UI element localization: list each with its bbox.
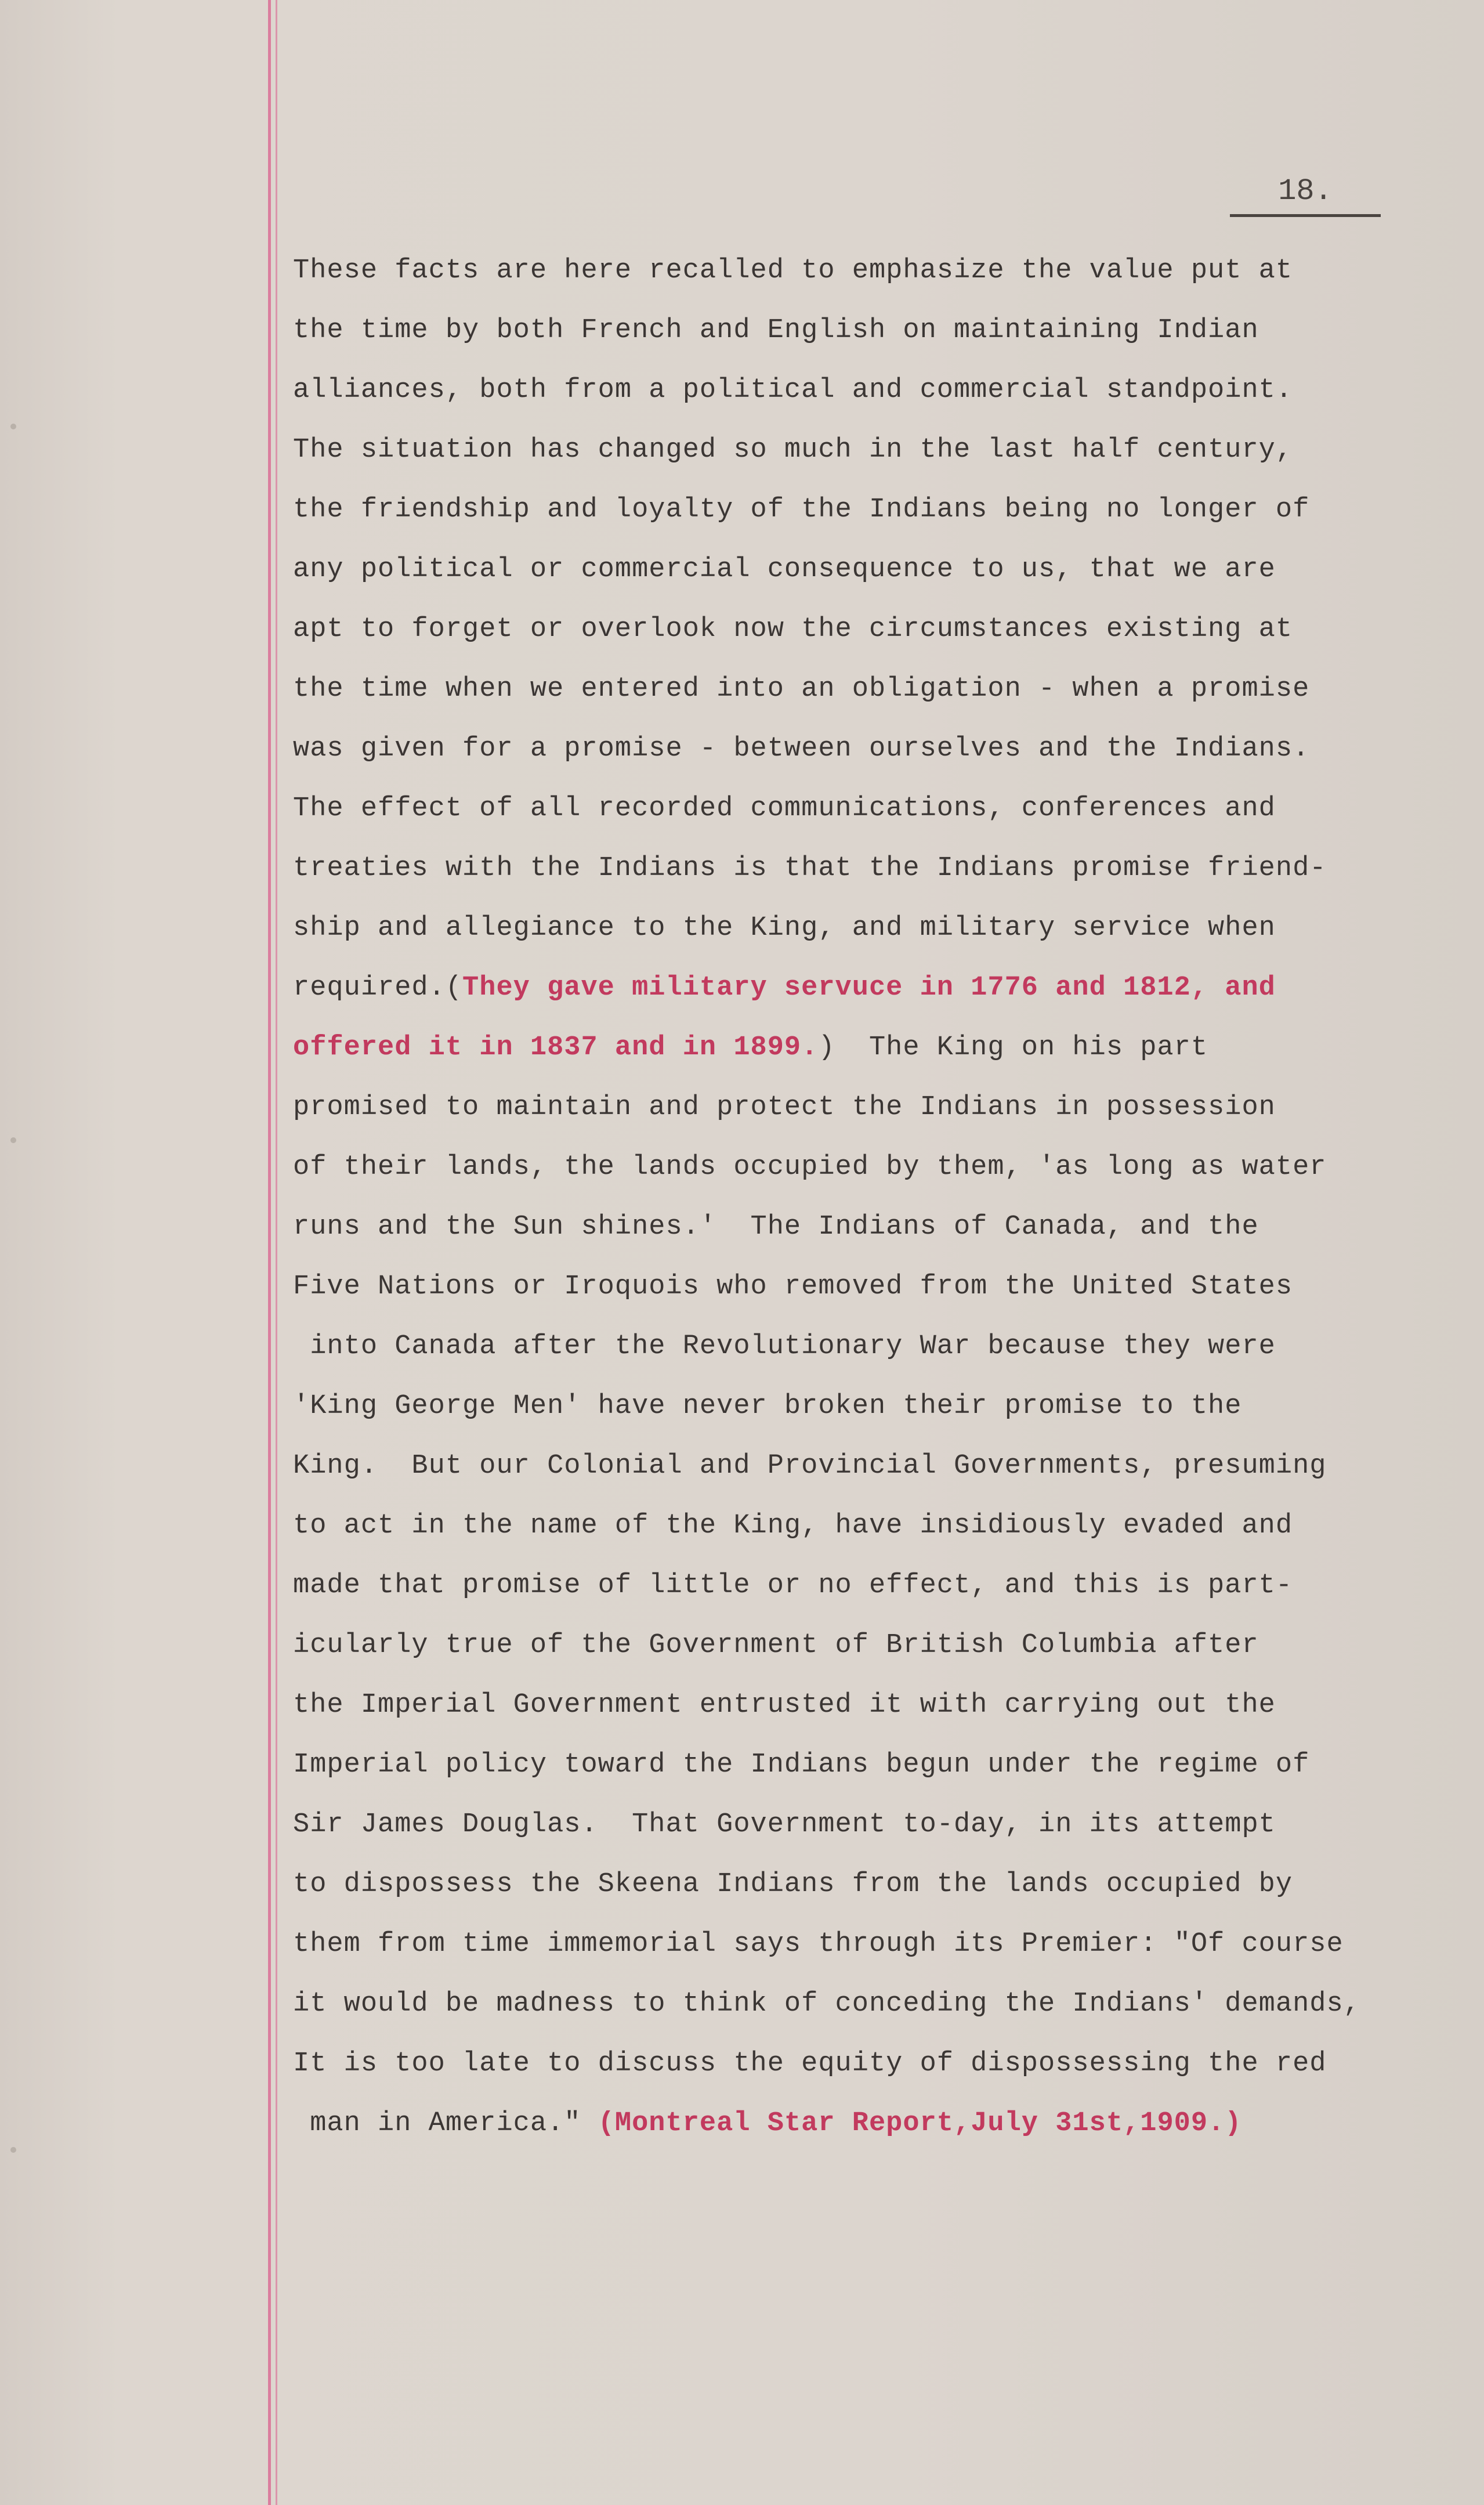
binding-hole <box>10 424 16 429</box>
text-segment: man in America." <box>293 2108 598 2139</box>
text-line <box>293 779 1407 838</box>
text-line <box>293 1317 1407 1376</box>
text-line <box>293 2094 1407 2153</box>
text-line <box>293 1018 1407 1078</box>
binding-hole <box>10 2147 16 2153</box>
text-segment: required.( <box>293 973 463 1003</box>
text-segment: of their lands, the lands occupied by them, 'as long as water <box>293 1152 1327 1183</box>
text-line <box>293 241 1407 301</box>
text-segment: the Imperial Government entrusted it with carrying out the <box>293 1690 1276 1720</box>
typed-body-text <box>293 241 1407 2153</box>
text-line <box>293 540 1407 599</box>
text-segment: ship and allegiance to the King, and military service when <box>293 913 1276 944</box>
text-segment: Sir James Douglas. That Government to-day, in its attempt <box>293 1809 1276 1840</box>
text-line <box>293 1078 1407 1137</box>
text-segment: It is too late to discuss the equity of dispossessing the red <box>293 2048 1327 2079</box>
text-segment: was given for a promise - between ourselves and the Indians. <box>293 733 1310 764</box>
text-line <box>293 360 1407 420</box>
text-segment: Five Nations or Iroquois who removed from the United States <box>293 1271 1293 1302</box>
text-segment: icularly true of the Government of British Columbia after <box>293 1630 1259 1661</box>
text-segment: alliances, both from a political and commercial standpoint. <box>293 375 1293 406</box>
text-line <box>293 1855 1407 1914</box>
text-segment: the time by both French and English on maintaining Indian <box>293 315 1259 346</box>
margin-rule <box>268 0 271 2505</box>
text-line <box>293 1197 1407 1257</box>
text-segment: the time when we entered into an obligation - when a promise <box>293 674 1310 704</box>
text-segment: The effect of all recorded communications, conferences and <box>293 793 1276 824</box>
text-line <box>293 1556 1407 1615</box>
text-line <box>293 1615 1407 1675</box>
red-annotation: (Montreal Star Report,July 31st,1909.) <box>598 2108 1242 2139</box>
text-segment: apt to forget or overlook now the circumstances existing at <box>293 614 1293 645</box>
text-segment: Imperial policy toward the Indians begun under the regime of <box>293 1749 1310 1780</box>
text-segment: 'King George Men' have never broken their promise to the <box>293 1391 1242 1422</box>
text-segment: These facts are here recalled to emphasize the value put at <box>293 255 1293 286</box>
text-segment: to dispossess the Skeena Indians from the lands occupied by <box>293 1869 1293 1900</box>
text-line <box>293 719 1407 779</box>
text-segment: King. But our Colonial and Provincial Governments, presuming <box>293 1451 1327 1481</box>
text-line <box>293 599 1407 659</box>
text-line <box>293 1376 1407 1436</box>
text-line <box>293 480 1407 540</box>
text-line <box>293 1496 1407 1556</box>
text-line <box>293 1974 1407 2034</box>
text-segment: the friendship and loyalty of the Indians being no longer of <box>293 494 1310 525</box>
text-line <box>293 420 1407 480</box>
text-line <box>293 1137 1407 1197</box>
text-line <box>293 898 1407 958</box>
binding-hole <box>10 1137 16 1143</box>
text-line <box>293 1735 1407 1795</box>
text-line <box>293 1675 1407 1735</box>
text-segment: them from time immemorial says through its Premier: "Of course <box>293 1929 1344 1960</box>
text-segment: into Canada after the Revolutionary War because they were <box>293 1331 1276 1362</box>
text-line <box>293 2034 1407 2094</box>
text-segment: runs and the Sun shines.' The Indians of Canada, and the <box>293 1212 1259 1242</box>
page-number: 18. <box>1230 174 1381 217</box>
text-segment: to act in the name of the King, have insidiously evaded and <box>293 1510 1293 1541</box>
text-line <box>293 838 1407 898</box>
margin-rule-secondary <box>276 0 277 2505</box>
text-line <box>293 958 1407 1018</box>
text-line <box>293 301 1407 360</box>
text-segment: promised to maintain and protect the Indians in possession <box>293 1092 1276 1123</box>
text-line <box>293 1795 1407 1855</box>
text-segment: made that promise of little or no effect, and this is part- <box>293 1570 1293 1601</box>
text-segment: it would be madness to think of conceding the Indians' demands, <box>293 1989 1360 2019</box>
text-segment: any political or commercial consequence to us, that we are <box>293 554 1276 585</box>
text-segment: treaties with the Indians is that the Indians promise friend- <box>293 853 1327 884</box>
text-line <box>293 1914 1407 1974</box>
text-line <box>293 659 1407 719</box>
text-segment: ) The King on his part <box>818 1032 1208 1063</box>
text-line <box>293 1436 1407 1496</box>
red-annotation: They gave military servuce in 1776 and 1812, and <box>462 973 1276 1003</box>
text-line <box>293 1257 1407 1317</box>
text-segment: The situation has changed so much in the last half century, <box>293 435 1293 465</box>
red-annotation: offered it in 1837 and in 1899. <box>293 1032 819 1063</box>
